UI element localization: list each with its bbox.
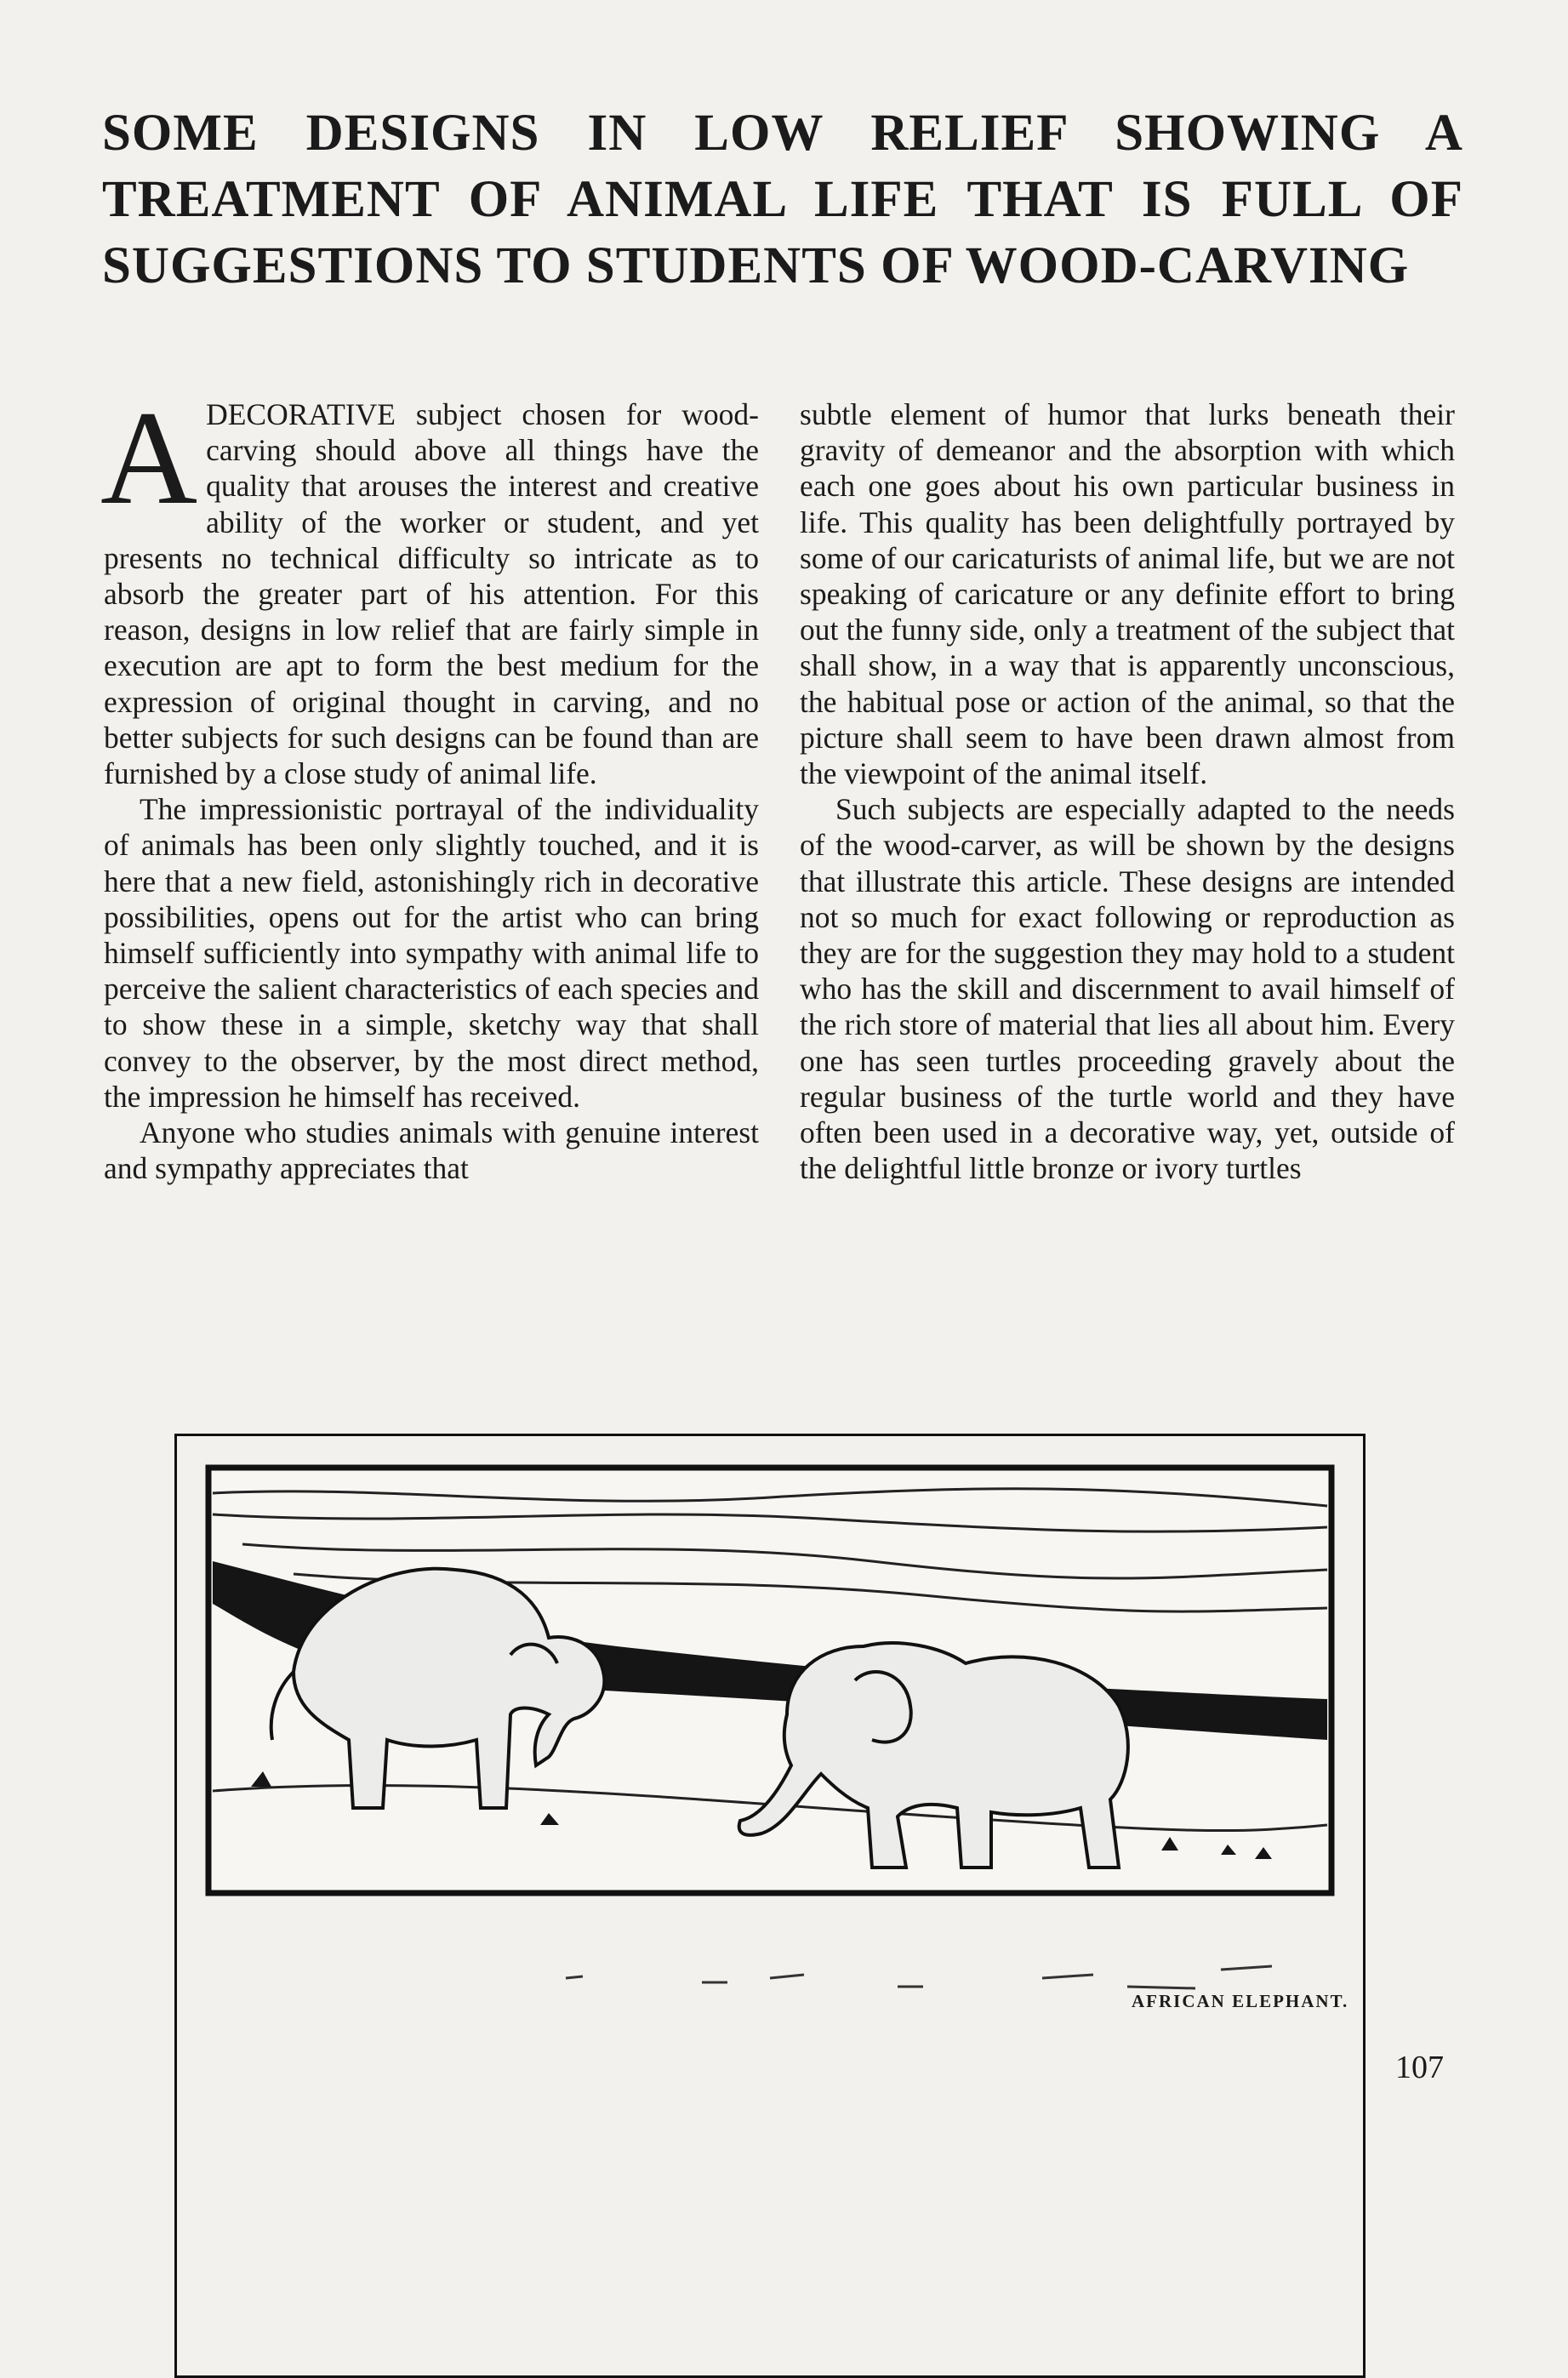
article-title: SOME DESIGNS IN LOW RELIEF SHOWING A TREATMENT OF ANIMAL LIFE THAT IS FULL OF SUGGESTIONS TO STUDENTS OF WOOD-CARVING xyxy=(102,105,1463,294)
drop-cap: A xyxy=(100,384,198,533)
paragraph-5: Such subjects are especially adapted to the needs of the wood-carver, as will be shown by the designs that illustrate this article. These designs are intended not so much for exact following or reproduction as they are for the suggestion they may hold to a student who has the skill and discernment to avail himself of the rich store of material that lies all about him. Every one has seen turtles proceeding gravely about the regular business of the turtle world and they have often been used in a decorative way, yet, outside of the delightful little bronze or ivory turtles xyxy=(800,792,1455,1186)
elephant-illustration xyxy=(174,1434,1366,2378)
paragraph-3: Anyone who studies animals with genuine interest and sympathy appreciates that xyxy=(104,1115,759,1186)
left-column xyxy=(100,384,759,1186)
page-number: 107 xyxy=(1395,2050,1444,2085)
paragraph-1-text: DECORATIVE subject chosen for wood-carving should above all things have the quality that arouses the interest and creative ability of the worker or student, and yet presents no technical difficulty so intricate as to absorb the greater part of his attention. For this reason, designs in low relief that are fairly simple in execution are apt to form the best medium for the expression of original thought in carving, and no better subjects for such designs can be found than are furnished by a close study of animal life. xyxy=(104,397,759,791)
bottom-strokes xyxy=(566,1966,1272,1988)
right-column xyxy=(800,396,1455,1186)
figure-caption: AFRICAN ELEPHANT. xyxy=(1132,1991,1349,2011)
paragraph-1 xyxy=(100,384,759,791)
paragraph-4: subtle element of humor that lurks beneath their gravity of demeanor and the absorption with which each one goes about his own particular business in life. This quality has been delightfully portrayed by some of our caricaturists of animal life, but we are not speaking of caricature or any definite effort to bring out the funny side, only a treatment of the subject that shall show, in a way that is apparently unconscious, the habitual pose or action of the animal, so that the picture shall seem to have been drawn almost from the viewpoint of the animal itself. xyxy=(800,397,1455,791)
paragraph-2: The impressionistic portrayal of the individuality of animals has been only slightly touched, and it is here that a new field, astonishingly rich in decorative possibilities, opens out for the artist who can bring himself sufficiently into sympathy with animal life to perceive the salient characteristics of each species and to show these in a simple, sketchy way that shall convey to the observer, by the most direct method, the impression he himself has received. xyxy=(104,792,759,1114)
